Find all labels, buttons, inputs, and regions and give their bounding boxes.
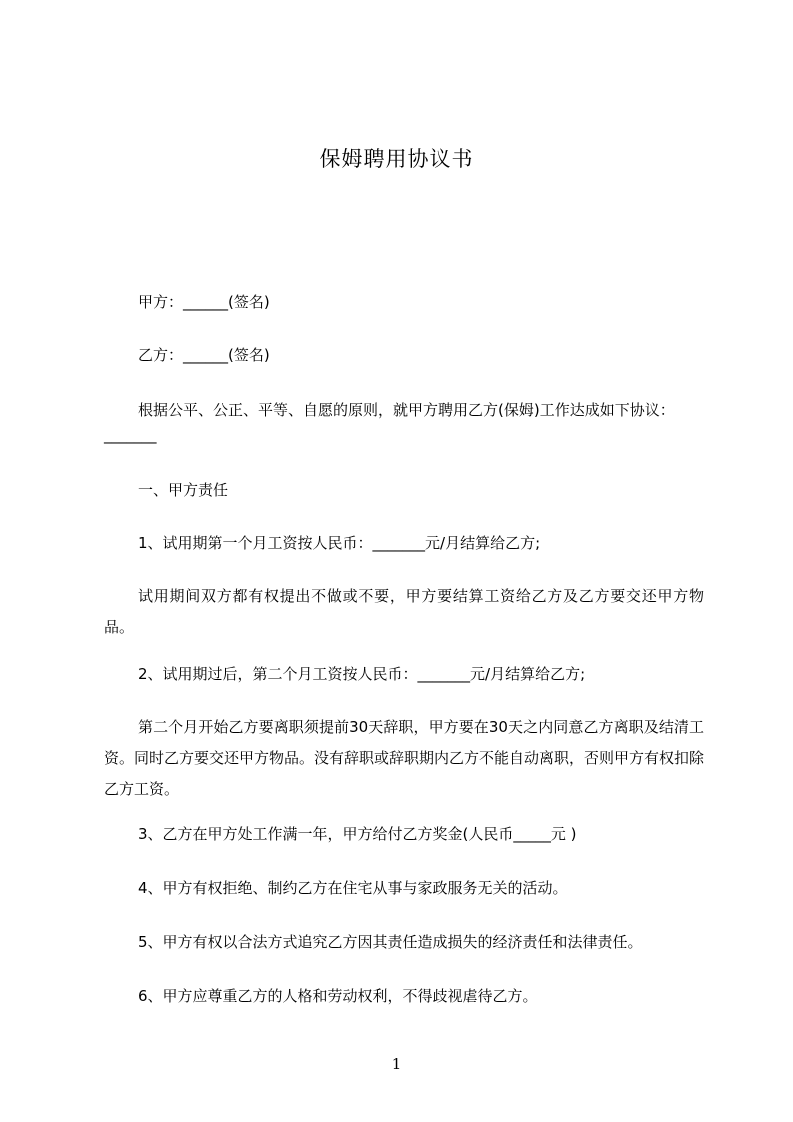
item-3: 3、乙方在甲方处工作满一年，甲方给付乙方奖金(人民币_____元 ) xyxy=(138,825,577,843)
page-number: 1 xyxy=(391,1055,402,1073)
intro-line-1: 根据公平、公正、平等、自愿的原则，就甲方聘用乙方(保姆)工作达成如下协议： xyxy=(138,401,675,419)
section-1-heading: 一、甲方责任 xyxy=(138,481,229,499)
item-2-note: 第二个月开始乙方要离职须提前30天辞职，甲方要在30天之内同意乙方离职及结清工资。同时乙方要交还甲方物品。没有辞职或辞职期内乙方不能自动离职，否则甲方有权扣除乙方工资。 xyxy=(104,718,705,798)
item-2: 2、试用期过后，第二个月工资按人民币：_______元/月结算给乙方; xyxy=(138,665,586,683)
item-5: 5、甲方有权以合法方式追究乙方因其责任造成损失的经济责任和法律责任。 xyxy=(138,933,643,951)
document-title: 保姆聘用协议书 xyxy=(319,147,474,171)
party-b-line: 乙方：______(签名) xyxy=(138,346,270,364)
item-4: 4、甲方有权拒绝、制约乙方在住宅从事与家政服务无关的活动。 xyxy=(138,879,568,897)
item-1: 1、试用期第一个月工资按人民币：_______元/月结算给乙方; xyxy=(138,534,541,552)
item-1-note: 试用期间双方都有权提出不做或不要，甲方要结算工资给乙方及乙方要交还甲方物品。 xyxy=(104,587,704,636)
party-a-line: 甲方：______(签名) xyxy=(138,293,270,311)
item-6: 6、甲方应尊重乙方的人格和劳动权利，不得歧视虐待乙方。 xyxy=(138,987,538,1005)
intro-line-2: _______ xyxy=(104,426,157,444)
